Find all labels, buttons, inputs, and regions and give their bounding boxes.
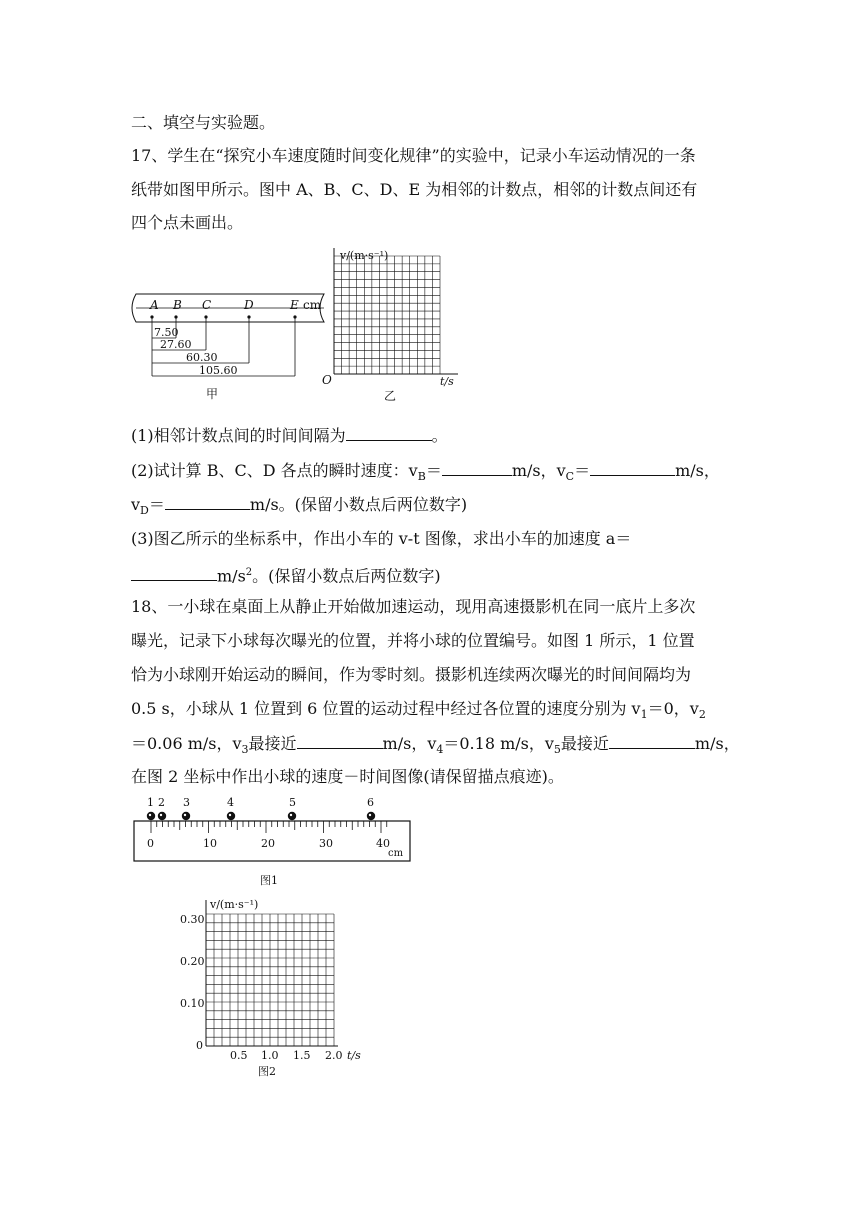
graph-yi-ylabel: v/(m·s⁻¹) — [340, 249, 389, 262]
ruler-label-20: 20 — [261, 837, 275, 850]
q17-line-2: 纸带如图甲所示。图中 A、B、C、D、E 为相邻的计数点，相邻的计数点间还有 — [131, 180, 698, 199]
graph-fig2 — [176, 892, 372, 1082]
graph-yi — [318, 244, 468, 404]
answer-blank-v5[interactable] — [609, 733, 695, 749]
ruler-label-10: 10 — [203, 837, 217, 850]
q17-part-2b: $v_D= m/s$。(保留小数点后两位数字) — [131, 495, 468, 518]
q18-line-3: 恰为小球刚开始运动的瞬间，作为零时刻。摄影机连续两次曝光的时间间隔均为 — [131, 665, 692, 684]
fig1-caption: 图1 — [260, 874, 278, 887]
ruler-label-0: 0 — [147, 837, 154, 850]
dist-ae: 105.60 — [199, 364, 238, 377]
fig2-ylabel: v/(m·s⁻¹) — [210, 898, 259, 911]
q18-line-1: 18、一小球在桌面上从静止开始做加速运动，现用高速摄影机在同一底片上多次 — [131, 597, 696, 616]
fig2-ytick-020: 0.20 — [180, 955, 205, 968]
fig2-xtick-15: 1.5 — [293, 1049, 311, 1062]
graph-yi-origin: O — [322, 373, 332, 387]
fig2-xtick-10: 1.0 — [261, 1049, 279, 1062]
fig2-xlabel: t/s — [347, 1049, 361, 1062]
tape-figure — [120, 288, 334, 406]
q17-part-1: (1)相邻计数点间的时间间隔为 。 — [131, 426, 448, 445]
answer-blank-acceleration[interactable] — [131, 565, 217, 581]
q17-line-1: 17、学生在“探究小车速度随时间变化规律”的实验中，记录小车运动情况的一条 — [131, 146, 696, 165]
q18-line-4: 0.5 s，小球从 1 位置到 6 位置的运动过程中经过各位置的速度分别为 $v_1=0$，$v_2$ — [131, 699, 706, 722]
section-title: 二、填空与实验题。 — [131, 113, 276, 132]
ball-2 — [158, 812, 166, 820]
q17-part-3b: $m/s^2$。(保留小数点后两位数字) — [131, 563, 441, 586]
tape-unit: cm — [303, 298, 322, 312]
ball-label-6: 6 — [367, 796, 374, 809]
dist-ac: 27.60 — [160, 338, 192, 351]
answer-blank-vd[interactable] — [165, 494, 250, 510]
ball-label-4: 4 — [227, 796, 234, 809]
fig2-xtick-20: 2.0 — [325, 1049, 343, 1062]
ball-label-2: 2 — [158, 796, 165, 809]
ball-5 — [288, 812, 296, 820]
graph-yi-caption: 乙 — [384, 389, 397, 403]
tape-caption: 甲 — [206, 387, 219, 401]
q17-part-2a: (2)试计算 B、C、D 各点的瞬时速度：$v_B= m/s$，$v_C= m/s$， — [131, 461, 720, 484]
ball-4 — [227, 812, 235, 820]
q18-line-6: 在图 2 坐标中作出小球的速度－时间图像(请保留描点痕迹)。 — [131, 767, 564, 786]
ball-1 — [147, 812, 155, 820]
ruler-unit: cm — [388, 848, 404, 859]
q17-part-3a: (3)图乙所示的坐标系中，作出小车的 v-t 图像，求出小车的加速度 a＝ — [131, 529, 632, 548]
tape-point-e: E — [290, 298, 299, 312]
q18-line-2: 曝光，记录下小球每次曝光的位置，并将小球的位置编号。如图 1 所示，1 位置 — [131, 631, 695, 650]
ruler-figure — [130, 795, 414, 889]
ball-6 — [367, 812, 375, 820]
tape-point-b: B — [173, 298, 182, 312]
ball-label-1: 1 — [147, 796, 154, 809]
tape-point-c: C — [202, 298, 212, 312]
answer-blank-vc[interactable] — [590, 460, 675, 476]
answer-blank-interval[interactable] — [346, 425, 432, 441]
fig2-xtick-05: 0.5 — [230, 1049, 248, 1062]
fig2-ytick-010: 0.10 — [180, 997, 205, 1010]
fig2-caption: 图2 — [258, 1065, 276, 1078]
graph-yi-xlabel: t/s — [440, 375, 454, 388]
tape-point-a: A — [150, 298, 159, 312]
dist-ad: 60.30 — [186, 351, 218, 364]
q17-line-3: 四个点未画出。 — [131, 213, 244, 232]
ball-label-5: 5 — [289, 796, 296, 809]
ball-3 — [182, 812, 190, 820]
fig2-ytick-0: 0 — [196, 1039, 203, 1052]
ball-label-3: 3 — [183, 796, 190, 809]
answer-blank-vb[interactable] — [442, 460, 512, 476]
q18-line-5: ＝0.06 m/s，$v_3$最接近 m/s，$v_4=0.18$ m/s，$v_5$最接近 m/s， — [131, 734, 740, 757]
dist-ab: 7.50 — [154, 326, 179, 339]
tape-point-d: D — [244, 298, 254, 312]
fig2-ytick-030: 0.30 — [180, 913, 205, 926]
answer-blank-v3[interactable] — [297, 733, 383, 749]
ruler-label-30: 30 — [319, 837, 333, 850]
ruler-label-40: 40 — [376, 837, 390, 850]
